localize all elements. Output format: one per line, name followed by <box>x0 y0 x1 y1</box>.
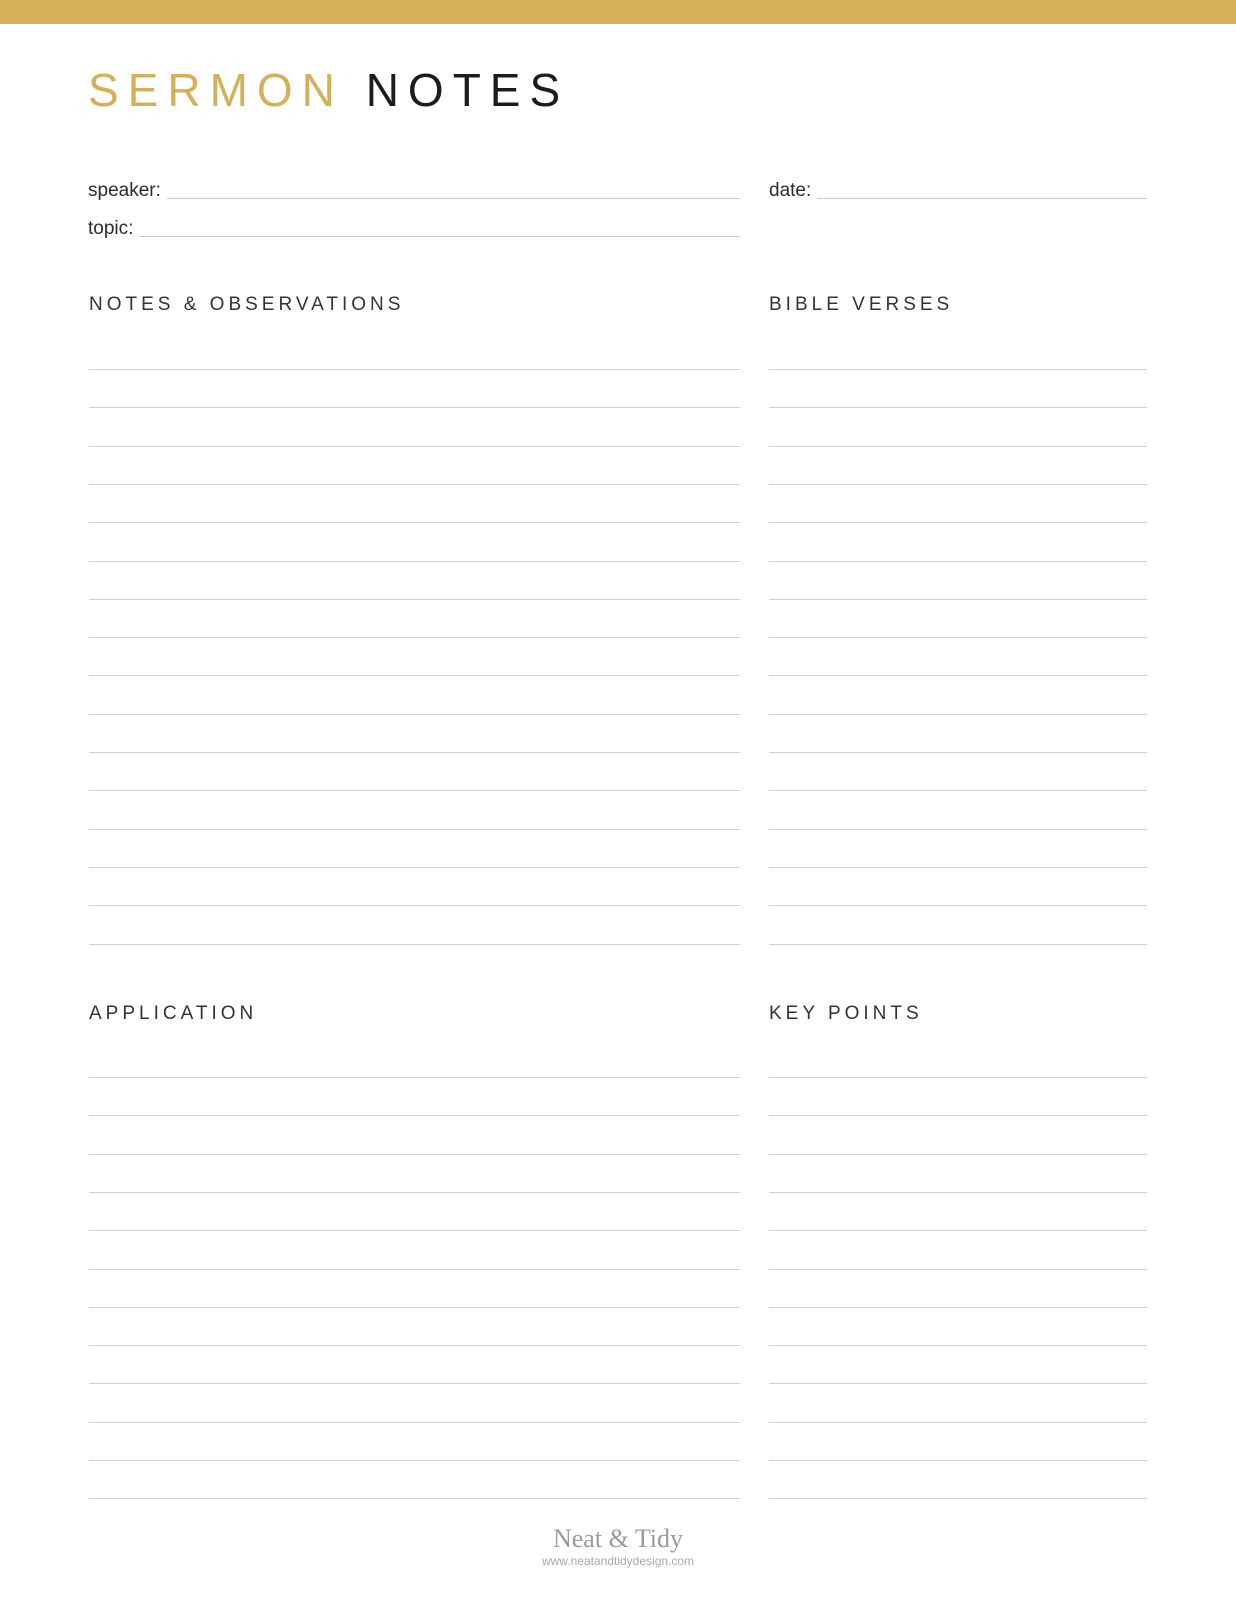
writing-line[interactable] <box>89 829 740 830</box>
key-points-heading: KEY POINTS <box>769 1003 923 1024</box>
writing-line[interactable] <box>89 369 740 370</box>
writing-line[interactable] <box>89 484 740 485</box>
writing-line[interactable] <box>89 790 740 791</box>
writing-line[interactable] <box>89 1498 740 1499</box>
writing-line[interactable] <box>769 484 1147 485</box>
writing-line[interactable] <box>89 1383 740 1384</box>
writing-line[interactable] <box>89 637 740 638</box>
writing-line[interactable] <box>89 1115 740 1116</box>
application-lines[interactable] <box>89 1077 740 1507</box>
speaker-field[interactable] <box>88 176 740 202</box>
writing-line[interactable] <box>89 1460 740 1461</box>
writing-line[interactable] <box>769 1077 1147 1078</box>
writing-line[interactable] <box>769 1154 1147 1155</box>
writing-line[interactable] <box>89 714 740 715</box>
writing-line[interactable] <box>89 1345 740 1346</box>
page-title-accent: SERMON <box>88 64 344 116</box>
page-title <box>88 60 569 120</box>
writing-line[interactable] <box>89 522 740 523</box>
date-field[interactable] <box>769 176 1147 202</box>
writing-line[interactable] <box>89 1269 740 1270</box>
writing-line[interactable] <box>89 752 740 753</box>
writing-line[interactable] <box>89 407 740 408</box>
application-heading: APPLICATION <box>89 1003 258 1024</box>
writing-line[interactable] <box>769 369 1147 370</box>
speaker-line[interactable] <box>167 197 740 199</box>
writing-line[interactable] <box>89 1077 740 1078</box>
writing-line[interactable] <box>769 1269 1147 1270</box>
writing-line[interactable] <box>769 1460 1147 1461</box>
date-label: date: <box>769 180 812 201</box>
writing-line[interactable] <box>769 1498 1147 1499</box>
writing-line[interactable] <box>89 599 740 600</box>
notes-observations-heading: NOTES & OBSERVATIONS <box>89 294 405 315</box>
writing-line[interactable] <box>769 905 1147 906</box>
brand-logo: Neat & Tidy <box>552 1524 684 1553</box>
writing-line[interactable] <box>769 637 1147 638</box>
writing-line[interactable] <box>769 522 1147 523</box>
writing-line[interactable] <box>769 944 1147 945</box>
key-points-lines[interactable] <box>769 1077 1147 1507</box>
writing-line[interactable] <box>89 675 740 676</box>
writing-line[interactable] <box>769 1345 1147 1346</box>
topic-field[interactable] <box>88 214 740 240</box>
writing-line[interactable] <box>89 1192 740 1193</box>
writing-line[interactable] <box>89 905 740 906</box>
writing-line[interactable] <box>769 1230 1147 1231</box>
topic-line[interactable] <box>139 235 740 237</box>
bible-verses-lines[interactable] <box>769 369 1147 949</box>
writing-line[interactable] <box>89 1307 740 1308</box>
writing-line[interactable] <box>89 561 740 562</box>
topic-label: topic: <box>88 218 134 239</box>
notes-observations-lines[interactable] <box>89 369 740 949</box>
writing-line[interactable] <box>769 407 1147 408</box>
writing-line[interactable] <box>769 1115 1147 1116</box>
writing-line[interactable] <box>769 1307 1147 1308</box>
writing-line[interactable] <box>769 829 1147 830</box>
writing-line[interactable] <box>769 790 1147 791</box>
date-line[interactable] <box>817 197 1147 199</box>
writing-line[interactable] <box>769 752 1147 753</box>
writing-line[interactable] <box>769 446 1147 447</box>
bible-verses-heading: BIBLE VERSES <box>769 294 954 315</box>
writing-line[interactable] <box>89 944 740 945</box>
writing-line[interactable] <box>769 1383 1147 1384</box>
writing-line[interactable] <box>769 1422 1147 1423</box>
writing-line[interactable] <box>89 867 740 868</box>
writing-line[interactable] <box>769 714 1147 715</box>
writing-line[interactable] <box>769 1192 1147 1193</box>
writing-line[interactable] <box>769 675 1147 676</box>
writing-line[interactable] <box>89 446 740 447</box>
writing-line[interactable] <box>89 1422 740 1423</box>
writing-line[interactable] <box>89 1230 740 1231</box>
writing-line[interactable] <box>89 1154 740 1155</box>
writing-line[interactable] <box>769 867 1147 868</box>
speaker-label: speaker: <box>88 180 161 201</box>
page-title-main: NOTES <box>365 64 570 116</box>
brand-url: www.neatandtidydesign.com <box>541 1554 695 1568</box>
writing-line[interactable] <box>769 599 1147 600</box>
writing-line[interactable] <box>769 561 1147 562</box>
top-accent-bar <box>0 0 1236 24</box>
